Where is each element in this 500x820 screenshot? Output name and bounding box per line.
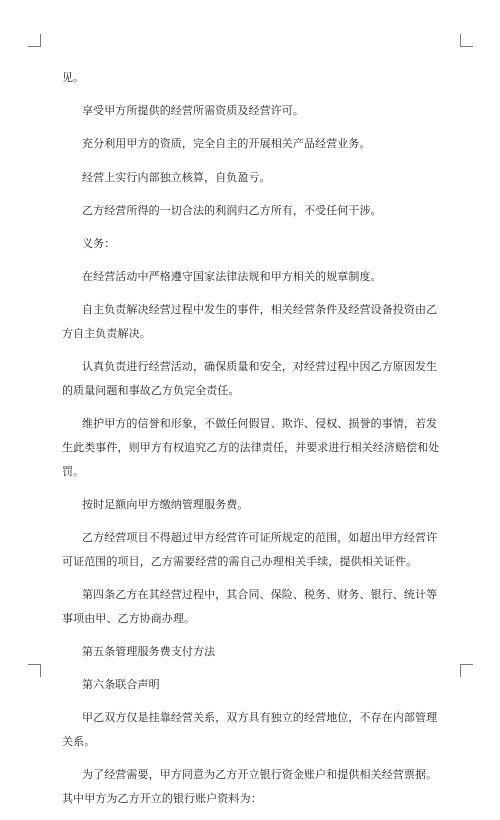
crop-mark-top-left xyxy=(28,34,41,47)
paragraph-9: 认真负责进行经营活动，确保质量和安全，对经营过程中因乙方原因发生的质量问题和事故乙方负完全责任。 xyxy=(62,360,438,398)
paragraph-8: 自主负责解决经营过程中发生的事件，相关经营条件及经营设备投资由乙方自主负责解决。 xyxy=(62,303,438,341)
paragraph-15: 第六条联合声明 xyxy=(82,678,160,692)
paragraph-14: 第五条管理服务费支付方法 xyxy=(82,644,216,658)
paragraph-17: 为了经营需要，甲方同意为乙方开立银行资金账户和提供相关经营票据。其中甲方为乙方开立的银行账户资料为： xyxy=(62,768,438,805)
paragraph-6: 义务： xyxy=(82,237,116,251)
paragraph-16: 甲乙双方仅是挂靠经营关系，双方具有独立的经营地位，不存在内部管理关系。 xyxy=(62,711,438,748)
paragraph-5: 乙方经营所得的一切合法的利润归乙方所有，不受任何干涉。 xyxy=(82,203,382,217)
paragraph-11: 按时足额向甲方缴纳管理服务费。 xyxy=(82,497,249,511)
paragraph-12: 乙方经营项目不得超过甲方经营许可证所规定的范围，如超出甲方经营许可证范围的项目，乙方需要经营的需自己办理相关手续，提供相关证件。 xyxy=(62,531,438,568)
crop-mark-top-right xyxy=(460,34,473,47)
paragraph-1: 见。 xyxy=(62,71,85,84)
paragraph-10: 维护甲方的信誉和形象，不做任何假冒、欺诈、侵权、损誉的事情，若发生此类事件，则甲方有权追究乙方的法律责任，并要求进行相关经济赔偿和处罚。 xyxy=(62,417,440,478)
paragraph-2: 享受甲方所提供的经营所需资质及经营许可。 xyxy=(82,104,304,118)
paragraph-4: 经营上实行内部独立核算，自负盈亏。 xyxy=(82,170,271,184)
paragraph-13: 第四条乙方在其经营过程中，其合同、保险、税务、财务、银行、统计等事项由甲、乙方协商办理。 xyxy=(62,587,438,625)
crop-mark-bottom-left xyxy=(28,664,41,677)
paragraph-7: 在经营活动中严格遵守国家法律法规和甲方相关的规章制度。 xyxy=(82,270,382,284)
crop-mark-bottom-right xyxy=(460,664,473,677)
paragraph-3: 充分利用甲方的资质，完全自主的开展相关产品经营业务。 xyxy=(82,137,371,151)
